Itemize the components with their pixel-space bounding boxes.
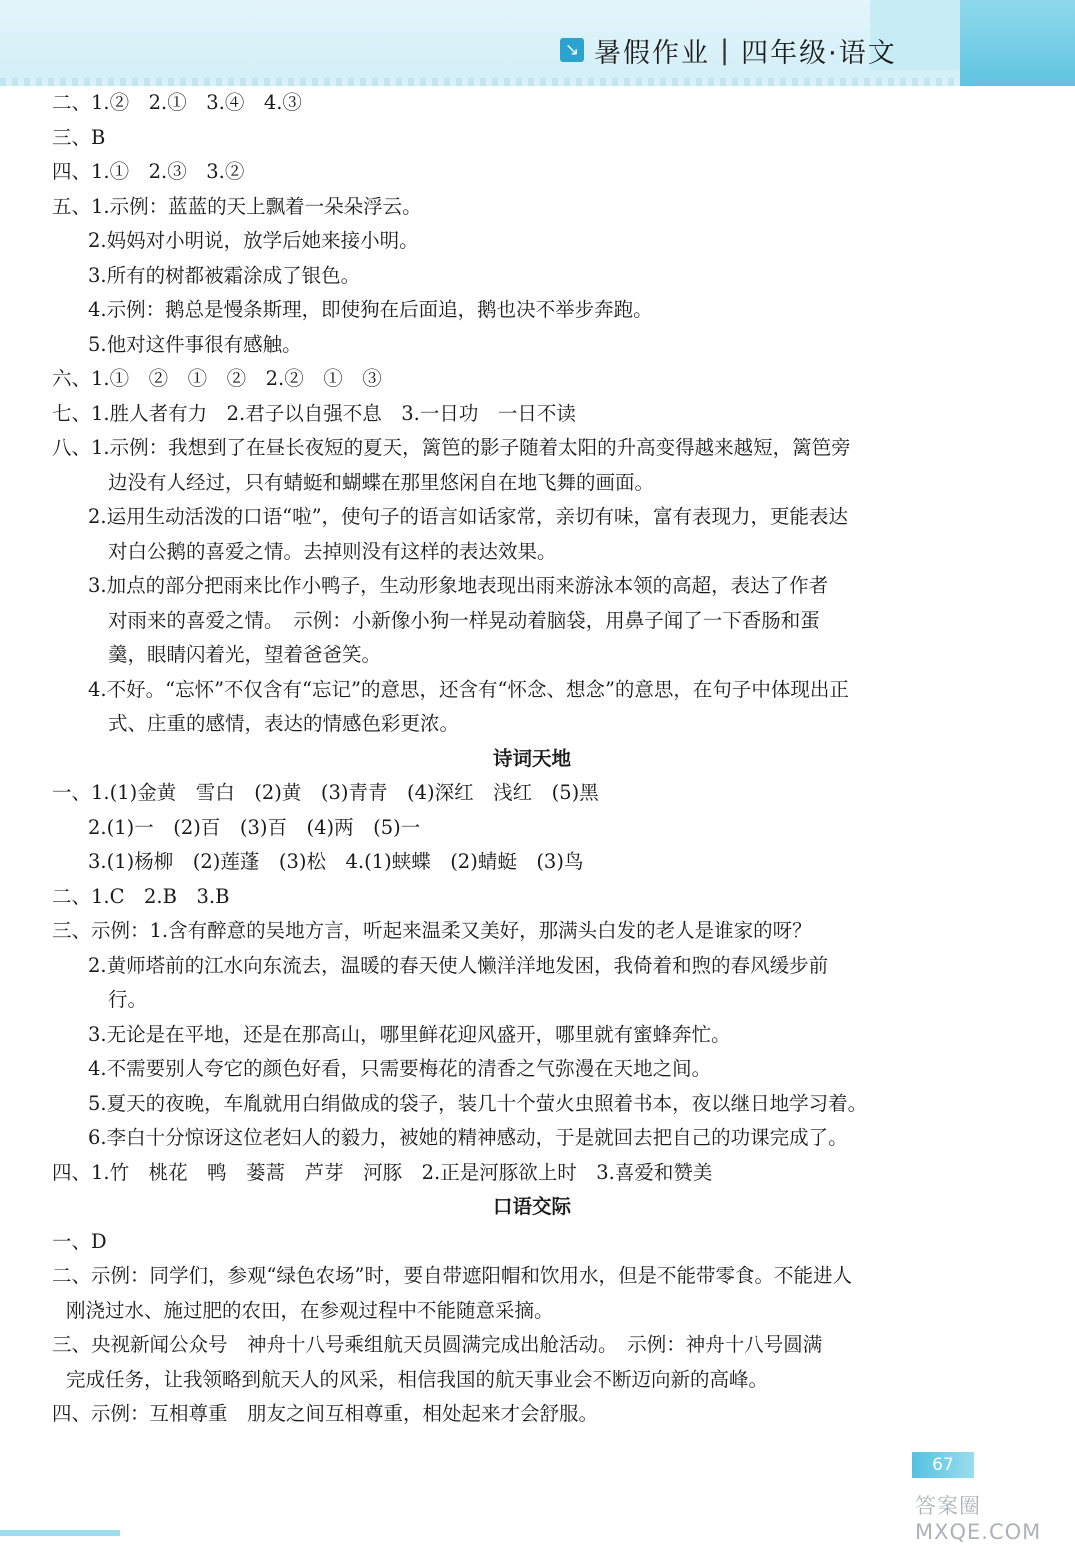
- answer-line: 2.黄师塔前的江水向东流去，温暖的春天使人懒洋洋地发困，我倚着和煦的春风缓步前: [88, 953, 829, 977]
- bottom-decoration: [0, 1530, 120, 1536]
- answer-line: 一、1.(1)金黄 雪白 (2)黄 (3)青青 (4)深红 浅红 (5)黑: [52, 781, 599, 804]
- answer-line-continued: 羹，眼睛闪着光，望着爸爸笑。: [108, 643, 382, 666]
- answer-line: 2.(1)一 (2)百 (3)百 (4)两 (5)一: [88, 815, 421, 839]
- header-separator: |: [720, 34, 732, 66]
- arrow-logo-icon: ↘: [560, 38, 584, 62]
- answer-line: 3.所有的树都被霜涂成了银色。: [88, 263, 361, 287]
- answer-line: 三、示例：1.含有醉意的吴地方言，听起来温柔又美好，那满头白发的老人是谁家的呀？: [52, 919, 812, 942]
- answer-line: 4.示例：鹅总是慢条斯理，即使狗在后面追，鹅也决不举步奔跑。: [88, 298, 653, 321]
- answer-content: [52, 86, 1012, 1432]
- section-heading: 诗词天地: [492, 746, 571, 770]
- answer-line: 七、1.胜人者有力 2.君子以自强不息 3.一日功 一日不读: [52, 401, 576, 425]
- series-title: 暑假作业: [594, 37, 710, 69]
- answer-line: 4.不好。“忘怀”不仅含有“忘记”的意思，还含有“怀念、想念”的意思，在句子中体现出正: [88, 677, 849, 701]
- answer-line: 2.妈妈对小明说，放学后她来接小明。: [88, 229, 419, 252]
- answer-line: 四、示例：互相尊重 朋友之间互相尊重，相处起来才会舒服。: [52, 1402, 599, 1425]
- answer-line-continued: 边没有人经过，只有蜻蜓和蝴蝶在那里悠闲自在地飞舞的画面。: [108, 470, 655, 494]
- answer-line: 3.加点的部分把雨来比作小鸭子，生动形象地表现出雨来游泳本领的高超，表达了作者: [88, 574, 829, 597]
- answer-line: 六、1.① ② ① ② 2.② ① ③: [52, 367, 382, 390]
- answer-line: 3.无论是在平地，还是在那高山，哪里鲜花迎风盛开，哪里就有蜜蜂奔忙。: [88, 1022, 731, 1046]
- answer-line-continued: 对白公鹅的喜爱之情。去掉则没有这样的表达效果。: [108, 539, 557, 563]
- grade-subject: 四年级·语文: [741, 37, 897, 69]
- answer-line-continued: 行。: [108, 988, 148, 1011]
- section-heading: 口语交际: [492, 1195, 571, 1218]
- answer-line-continued: 刚浇过水、施过肥的农田，在参观过程中不能随意采摘。: [66, 1298, 554, 1322]
- answer-line: 6.李白十分惊讶这位老妇人的毅力，被她的精神感动，于是就回去把自己的功课完成了。: [88, 1126, 848, 1149]
- answer-line: 二、1.C 2.B 3.B: [52, 884, 230, 908]
- page-number: 67: [912, 1452, 974, 1478]
- answer-line: 五、1.示例：蓝蓝的天上飘着一朵朵浮云。: [52, 194, 422, 218]
- answer-line: 三、B: [52, 125, 106, 149]
- answer-line: 5.他对这件事很有感触。: [88, 332, 302, 356]
- header-accent-block: [960, 0, 1075, 86]
- answer-line: 二、示例：同学们，参观“绿色农场”时，要自带遮阳帽和饮用水，但是不能带零食。不能进人: [52, 1264, 852, 1287]
- answer-line: 二、1.② 2.① 3.④ 4.③: [52, 91, 302, 114]
- answer-line: 三、央视新闻公众号 神舟十八号乘组航天员圆满完成出舱活动。 示例：神舟十八号圆满: [52, 1333, 823, 1356]
- answer-line: 4.不需要别人夸它的颜色好看，只需要梅花的清香之气弥漫在天地之间。: [88, 1057, 712, 1080]
- running-header: [560, 30, 897, 70]
- answer-line: 3.(1)杨柳 (2)莲蓬 (3)松 4.(1)蛱蝶 (2)蜻蜓 (3)鸟: [88, 850, 584, 873]
- answer-line: 四、1.① 2.③ 3.②: [52, 160, 245, 183]
- answer-line: 一、D: [52, 1229, 107, 1253]
- answer-line: 八、1.示例：我想到了在昼长夜短的夏天，篱笆的影子随着太阳的升高变得越来越短，篱笆旁: [52, 436, 851, 459]
- answer-line-continued: 对雨来的喜爱之情。 示例：小新像小狗一样晃动着脑袋，用鼻子闻了一下香肠和蛋: [108, 608, 820, 632]
- answer-line: 5.夏天的夜晚，车胤就用白绢做成的袋子，装几十个萤火虫照着书本，夜以继日地学习着。: [88, 1091, 868, 1115]
- answer-line-continued: 完成任务，让我领略到航天人的风采，相信我国的航天事业会不断迈向新的高峰。: [66, 1367, 769, 1391]
- answer-line: 2.运用生动活泼的口语“啦”，使句子的语言如话家常，亲切有味，富有表现力，更能表达: [88, 505, 849, 528]
- answer-line-continued: 式、庄重的感情，表达的情感色彩更浓。: [108, 712, 460, 735]
- watermark: 答案圈 MXQE.COM: [915, 1494, 1042, 1544]
- answer-line: 四、1.竹 桃花 鸭 蒌蒿 芦芽 河豚 2.正是河豚欲上时 3.喜爱和赞美: [52, 1160, 713, 1184]
